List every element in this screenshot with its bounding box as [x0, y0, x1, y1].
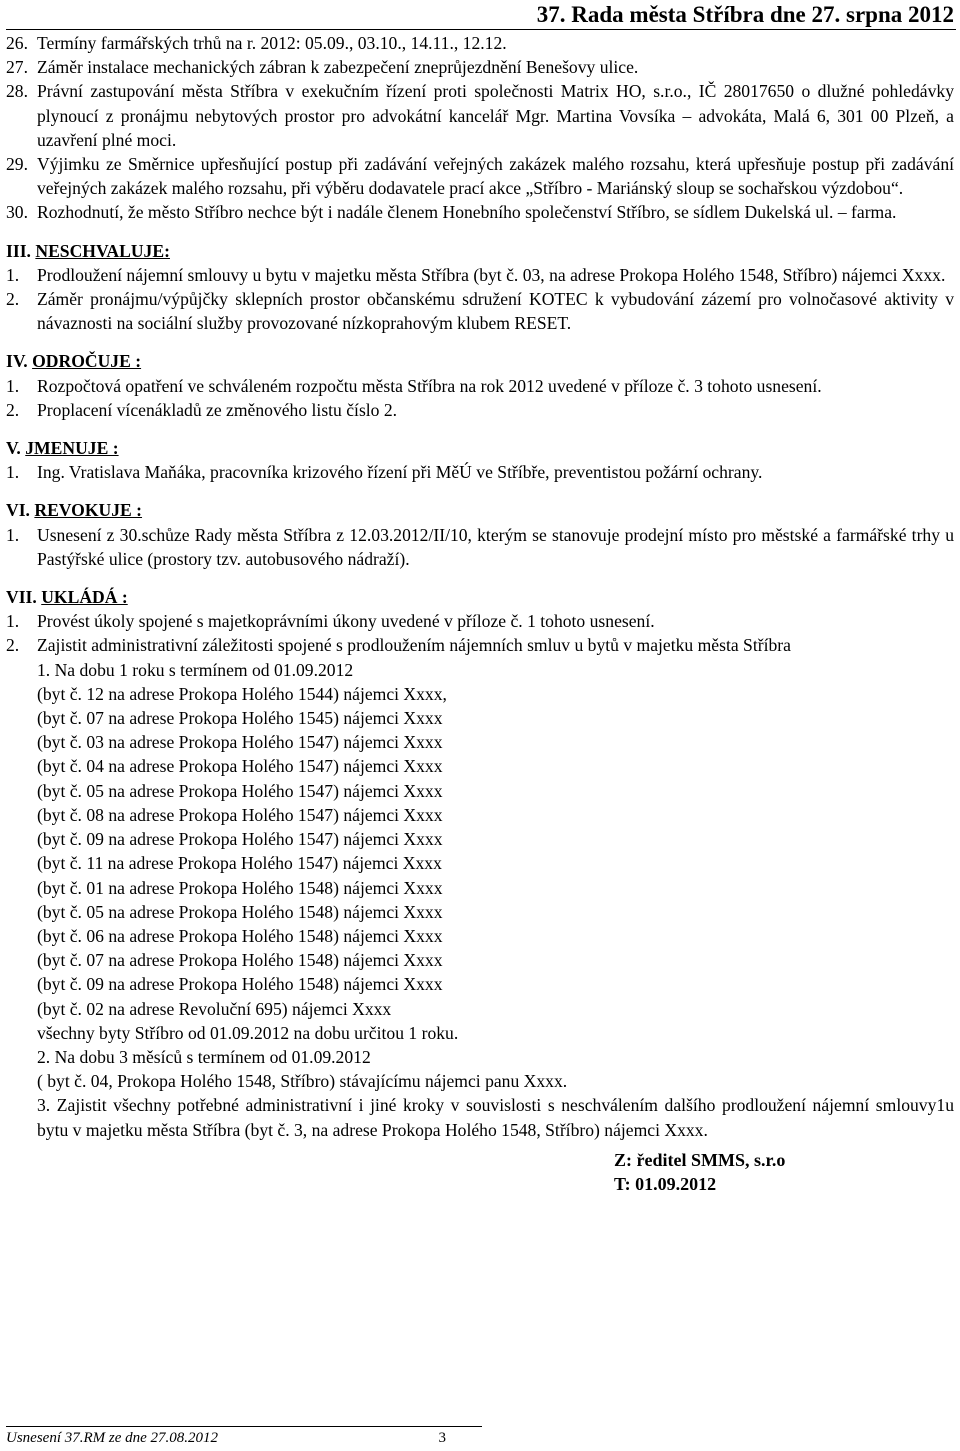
- list-item: [6, 55, 954, 79]
- list-item: [6, 609, 954, 633]
- item-text: Zajistit administrativní záležitosti spojené s prodloužením nájemních smluv u bytů v majetku města Stříbra: [37, 635, 791, 656]
- header-rule: [6, 29, 956, 30]
- apartment-line: 1. Na dobu 1 roku s termínem od 01.09.2012: [37, 659, 354, 680]
- item-text: Proplacení vícenákladů ze změnového listu číslo 2.: [37, 399, 398, 420]
- document-body: [6, 31, 954, 1196]
- item-text: Termíny farmářských trhů na r. 2012: 05.09., 03.10., 14.11., 12.12.: [37, 33, 507, 53]
- section-number: VII.: [6, 587, 37, 608]
- section-title: JMENUJE :: [25, 438, 119, 459]
- item-number: 1.: [6, 462, 20, 483]
- apartment-list: [6, 658, 954, 1094]
- item-text: Právní zastupování města Stříbra v exekučním řízení proti společnosti Matrix HO, s.r.o., IČ 28017650 o dlužné pohledávky plynoucí z pronájmu nebytových prostor pro advokátní kancelář Mgr. Martina Vovsíka – advokáta, Malá 6, 301 00 Plzeň, a uzavření plné moci.: [37, 81, 954, 150]
- section-uklada-heading: [6, 585, 954, 609]
- section-number: III.: [6, 240, 31, 261]
- list-item: [6, 523, 954, 571]
- item-text: Provést úkoly spojené s majetkoprávními úkony uvedené v příloze č. 1 tohoto usnesení.: [37, 611, 655, 632]
- apartment-line: (byt č. 07 na adrese Prokopa Holého 1545) nájemci Xxxx: [37, 708, 443, 729]
- item-text: Prodloužení nájemní smlouvy u bytu v majetku města Stříbra (byt č. 03, na adrese Prokopa Holého 1548, Stříbro) nájemci Xxxx.: [37, 264, 946, 285]
- list-item: [6, 200, 954, 224]
- list-item: [6, 152, 954, 200]
- apartment-line: (byt č. 02 na adrese Revoluční 695) nájemci Xxxx: [37, 998, 392, 1019]
- section-revokuje-heading: [6, 498, 954, 522]
- footer-text: Usnesení 37.RM ze dne 27.08.2012: [6, 1430, 219, 1446]
- item-number: 1.: [6, 264, 20, 285]
- item-number: 2.: [6, 289, 20, 310]
- section-nevchvaluje-heading: [6, 239, 954, 263]
- item-text: Záměr pronájmu/výpůjčky sklepních prostor občanskému sdružení KOTEC k vybudování zázemí pro volnočasové aktivity v návaznosti na sociální služby provozované nízkoprahovým klubem RESET.: [37, 289, 954, 334]
- point-3-text: 3. Zajistit všechny potřebné administrativní i jiné kroky v souvislosti s neschválením dalšího prodloužení nájemní smlouvy1u bytu v majetku města Stříbra (byt č. 3, na adrese Prokopa Holého 1548, Stříbro) nájemci Xxxx.: [37, 1095, 954, 1140]
- list-item: [6, 398, 954, 422]
- apartment-line: (byt č. 04 na adrese Prokopa Holého 1547) nájemci Xxxx: [37, 756, 443, 777]
- item-number: 30.: [6, 202, 28, 223]
- item-number: 29.: [6, 154, 28, 175]
- apartment-line: (byt č. 03 na adrese Prokopa Holého 1547) nájemci Xxxx: [37, 732, 443, 753]
- section-title: NESCHVALUJE:: [35, 240, 170, 261]
- section-number: V.: [6, 438, 21, 459]
- item-text: Rozhodnutí, že město Stříbro nechce být i nadále členem Honebního společenství Stříbro, se sídlem Dukelská ul. – farma.: [37, 202, 897, 223]
- item-text: Rozpočtová opatření ve schváleném rozpočtu města Stříbra na rok 2012 uvedené v příloze č. 3 tohoto usnesení.: [37, 375, 822, 396]
- section-title: UKLÁDÁ :: [41, 587, 128, 608]
- list-top: [6, 31, 954, 225]
- apartment-line: (byt č. 11 na adrese Prokopa Holého 1547) nájemci Xxxx: [37, 853, 442, 874]
- section-number: IV.: [6, 351, 28, 372]
- section-odrocuje-heading: [6, 349, 954, 373]
- apartment-line: (byt č. 01 na adrese Prokopa Holého 1548) nájemci Xxxx: [37, 877, 443, 898]
- item-number: 1.: [6, 611, 20, 632]
- apartment-line: (byt č. 12 na adrese Prokopa Holého 1544) nájemci Xxxx,: [37, 683, 447, 704]
- list-item: [6, 460, 954, 484]
- list-section-4: [6, 374, 954, 422]
- list-section-7: [6, 609, 954, 657]
- apartment-line: (byt č. 08 na adrese Prokopa Holého 1547) nájemci Xxxx: [37, 804, 443, 825]
- apartment-line: 2. Na dobu 3 měsíců s termínem od 01.09.2012: [37, 1046, 371, 1067]
- list-section-5: [6, 460, 954, 484]
- section-title: REVOKUJE :: [34, 500, 143, 521]
- section-title: ODROČUJE :: [32, 351, 142, 372]
- item-number: 1.: [6, 375, 20, 396]
- item-number: 2.: [6, 635, 20, 656]
- list-item: [6, 633, 954, 657]
- section-jmenuje-heading: [6, 436, 954, 460]
- apartment-line: (byt č. 05 na adrese Prokopa Holého 1547) nájemci Xxxx: [37, 780, 443, 801]
- apartment-line: (byt č. 06 na adrese Prokopa Holého 1548) nájemci Xxxx: [37, 925, 443, 946]
- apartment-line: (byt č. 09 na adrese Prokopa Holého 1547) nájemci Xxxx: [37, 829, 443, 850]
- item-number: 1.: [6, 524, 20, 545]
- apartment-line: (byt č. 09 na adrese Prokopa Holého 1548) nájemci Xxxx: [37, 974, 443, 995]
- section-number: VI.: [6, 500, 30, 521]
- responsible-deadline: T: 01.09.2012: [614, 1173, 717, 1194]
- list-item: [6, 374, 954, 398]
- item-text: Záměr instalace mechanických zábran k zabezpečení zneprůjezdnění Benešovy ulice.: [37, 57, 639, 78]
- footer-rule: [6, 1426, 482, 1427]
- responsible-person: Z: ředitel SMMS, s.r.o: [614, 1149, 786, 1170]
- page-footer: [6, 1429, 446, 1447]
- list-item: [6, 79, 954, 152]
- list-section-6: [6, 523, 954, 571]
- item-number: 2.: [6, 399, 20, 420]
- apartment-line: (byt č. 05 na adrese Prokopa Holého 1548) nájemci Xxxx: [37, 901, 443, 922]
- item-number: 26.: [6, 33, 28, 53]
- item-text: Ing. Vratislava Maňáka, pracovníka krizového řízení při MěÚ ve Stříbře, preventistou požární ochrany.: [37, 462, 763, 483]
- apartment-line: ( byt č. 04, Prokopa Holého 1548, Stříbro) stávajícímu nájemci panu Xxxx.: [37, 1071, 568, 1092]
- apartment-line: (byt č. 07 na adrese Prokopa Holého 1548) nájemci Xxxx: [37, 950, 443, 971]
- item-text: Výjimku ze Směrnice upřesňující postup při zadávání veřejných zakázek malého rozsahu, která upřesňuje postup při zadávání veřejných zakázek malého rozsahu, při výběru dodavatele prací akce „Stříbro - Mariánský sloup se sochařskou výzdobou“.: [37, 154, 954, 199]
- apartment-line: všechny byty Stříbro od 01.09.2012 na dobu určitou 1 roku.: [37, 1022, 459, 1043]
- item-number: 28.: [6, 81, 28, 102]
- responsible-block: [6, 1148, 954, 1196]
- page-header-title: 37. Rada města Stříbra dne 27. srpna 2012: [536, 2, 954, 27]
- list-item: [6, 263, 954, 287]
- list-section-3: [6, 263, 954, 336]
- list-item: [6, 31, 954, 55]
- page-number: 3: [438, 1430, 446, 1446]
- item-text: Usnesení z 30.schůze Rady města Stříbra z 12.03.2012/II/10, kterým se stanovuje prodejní místo pro městské a farmářské trhy u Pastýřské ulice (prostory tzv. autobusového nádraží).: [37, 524, 954, 569]
- item-number: 27.: [6, 57, 28, 78]
- list-item: [6, 287, 954, 335]
